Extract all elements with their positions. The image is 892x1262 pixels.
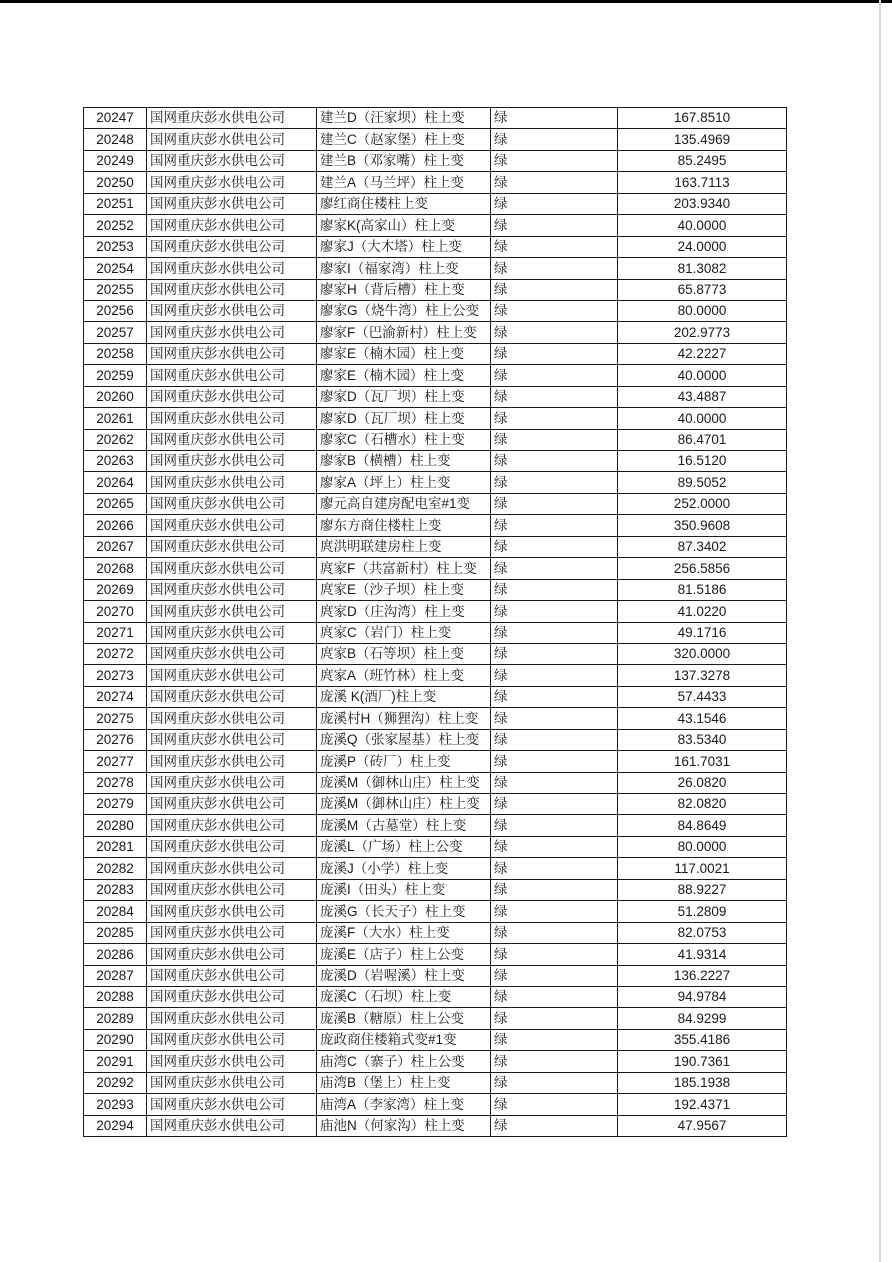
row-id-cell: 20262 bbox=[84, 429, 147, 450]
row-id-cell: 20252 bbox=[84, 215, 147, 236]
table-row bbox=[84, 794, 787, 815]
company-cell: 国网重庆彭水供电公司 bbox=[147, 258, 317, 279]
company-cell: 国网重庆彭水供电公司 bbox=[147, 343, 317, 364]
row-id-cell: 20282 bbox=[84, 858, 147, 879]
name-cell: 庞溪G（长天子）柱上变 bbox=[317, 901, 491, 922]
row-id-cell: 20273 bbox=[84, 665, 147, 686]
status-cell: 绿 bbox=[491, 236, 618, 257]
table-row bbox=[84, 300, 787, 321]
row-id-cell: 20278 bbox=[84, 772, 147, 793]
table-row bbox=[84, 579, 787, 600]
status-cell: 绿 bbox=[491, 794, 618, 815]
company-cell: 国网重庆彭水供电公司 bbox=[147, 150, 317, 171]
name-cell: 廖家F（巴渝新村）柱上变 bbox=[317, 322, 491, 343]
name-cell: 庹家B（石等坝）柱上变 bbox=[317, 643, 491, 664]
status-cell: 绿 bbox=[491, 108, 618, 129]
row-id-cell: 20247 bbox=[84, 108, 147, 129]
table-row bbox=[84, 558, 787, 579]
status-cell: 绿 bbox=[491, 365, 618, 386]
value-cell: 256.5856 bbox=[618, 558, 787, 579]
name-cell: 廖家G（烧牛湾）柱上公变 bbox=[317, 300, 491, 321]
company-cell: 国网重庆彭水供电公司 bbox=[147, 1115, 317, 1136]
transformer-table bbox=[83, 107, 787, 1137]
status-cell: 绿 bbox=[491, 815, 618, 836]
name-cell: 庞溪B（糖原）柱上公变 bbox=[317, 1008, 491, 1029]
name-cell: 庙池N（何家沟）柱上变 bbox=[317, 1115, 491, 1136]
company-cell: 国网重庆彭水供电公司 bbox=[147, 193, 317, 214]
name-cell: 庞溪C（石坝）柱上变 bbox=[317, 986, 491, 1007]
row-id-cell: 20286 bbox=[84, 944, 147, 965]
status-cell: 绿 bbox=[491, 729, 618, 750]
row-id-cell: 20260 bbox=[84, 386, 147, 407]
name-cell: 庞溪Q（张家屋基）柱上变 bbox=[317, 729, 491, 750]
table-body bbox=[84, 108, 787, 1137]
table-row bbox=[84, 601, 787, 622]
value-cell: 41.9314 bbox=[618, 944, 787, 965]
value-cell: 185.1938 bbox=[618, 1072, 787, 1093]
status-cell: 绿 bbox=[491, 515, 618, 536]
value-cell: 136.2227 bbox=[618, 965, 787, 986]
company-cell: 国网重庆彭水供电公司 bbox=[147, 451, 317, 472]
status-cell: 绿 bbox=[491, 922, 618, 943]
row-id-cell: 20283 bbox=[84, 879, 147, 900]
name-cell: 庞溪I（田头）柱上变 bbox=[317, 879, 491, 900]
name-cell: 庞政商住楼箱式变#1变 bbox=[317, 1029, 491, 1050]
company-cell: 国网重庆彭水供电公司 bbox=[147, 922, 317, 943]
status-cell: 绿 bbox=[491, 429, 618, 450]
value-cell: 161.7031 bbox=[618, 751, 787, 772]
value-cell: 135.4969 bbox=[618, 129, 787, 150]
row-id-cell: 20258 bbox=[84, 343, 147, 364]
status-cell: 绿 bbox=[491, 1072, 618, 1093]
value-cell: 49.1716 bbox=[618, 622, 787, 643]
row-id-cell: 20256 bbox=[84, 300, 147, 321]
table-row bbox=[84, 279, 787, 300]
status-cell: 绿 bbox=[491, 536, 618, 557]
value-cell: 88.9227 bbox=[618, 879, 787, 900]
row-id-cell: 20291 bbox=[84, 1051, 147, 1072]
table-row bbox=[84, 108, 787, 129]
table-row bbox=[84, 815, 787, 836]
name-cell: 建兰C（赵家堡）柱上变 bbox=[317, 129, 491, 150]
value-cell: 16.5120 bbox=[618, 451, 787, 472]
value-cell: 85.2495 bbox=[618, 150, 787, 171]
name-cell: 庹家A（班竹林）柱上变 bbox=[317, 665, 491, 686]
company-cell: 国网重庆彭水供电公司 bbox=[147, 815, 317, 836]
status-cell: 绿 bbox=[491, 579, 618, 600]
company-cell: 国网重庆彭水供电公司 bbox=[147, 1072, 317, 1093]
name-cell: 廖元高自建房配电室#1变 bbox=[317, 493, 491, 514]
row-id-cell: 20271 bbox=[84, 622, 147, 643]
value-cell: 26.0820 bbox=[618, 772, 787, 793]
company-cell: 国网重庆彭水供电公司 bbox=[147, 986, 317, 1007]
value-cell: 192.4371 bbox=[618, 1094, 787, 1115]
table-row bbox=[84, 665, 787, 686]
row-id-cell: 20277 bbox=[84, 751, 147, 772]
company-cell: 国网重庆彭水供电公司 bbox=[147, 794, 317, 815]
name-cell: 庞溪村H（狮狸沟）柱上变 bbox=[317, 708, 491, 729]
table-row bbox=[84, 836, 787, 857]
value-cell: 252.0000 bbox=[618, 493, 787, 514]
status-cell: 绿 bbox=[491, 279, 618, 300]
company-cell: 国网重庆彭水供电公司 bbox=[147, 279, 317, 300]
value-cell: 41.0220 bbox=[618, 601, 787, 622]
table-row bbox=[84, 729, 787, 750]
table-row bbox=[84, 1072, 787, 1093]
row-id-cell: 20255 bbox=[84, 279, 147, 300]
status-cell: 绿 bbox=[491, 836, 618, 857]
company-cell: 国网重庆彭水供电公司 bbox=[147, 129, 317, 150]
name-cell: 廖东方商住楼柱上变 bbox=[317, 515, 491, 536]
table-row bbox=[84, 1115, 787, 1136]
table-row bbox=[84, 708, 787, 729]
value-cell: 82.0820 bbox=[618, 794, 787, 815]
table-row bbox=[84, 922, 787, 943]
table-row bbox=[84, 1029, 787, 1050]
company-cell: 国网重庆彭水供电公司 bbox=[147, 665, 317, 686]
value-cell: 320.0000 bbox=[618, 643, 787, 664]
value-cell: 81.3082 bbox=[618, 258, 787, 279]
row-id-cell: 20261 bbox=[84, 408, 147, 429]
company-cell: 国网重庆彭水供电公司 bbox=[147, 515, 317, 536]
company-cell: 国网重庆彭水供电公司 bbox=[147, 236, 317, 257]
value-cell: 40.0000 bbox=[618, 215, 787, 236]
table-row bbox=[84, 622, 787, 643]
table-row bbox=[84, 408, 787, 429]
company-cell: 国网重庆彭水供电公司 bbox=[147, 365, 317, 386]
name-cell: 庞溪 K(酒厂)柱上变 bbox=[317, 686, 491, 707]
status-cell: 绿 bbox=[491, 408, 618, 429]
value-cell: 84.9299 bbox=[618, 1008, 787, 1029]
name-cell: 廖家C（石槽水）柱上变 bbox=[317, 429, 491, 450]
value-cell: 163.7113 bbox=[618, 172, 787, 193]
table-row bbox=[84, 1051, 787, 1072]
status-cell: 绿 bbox=[491, 386, 618, 407]
status-cell: 绿 bbox=[491, 1094, 618, 1115]
status-cell: 绿 bbox=[491, 643, 618, 664]
status-cell: 绿 bbox=[491, 1029, 618, 1050]
company-cell: 国网重庆彭水供电公司 bbox=[147, 772, 317, 793]
value-cell: 82.0753 bbox=[618, 922, 787, 943]
company-cell: 国网重庆彭水供电公司 bbox=[147, 579, 317, 600]
row-id-cell: 20275 bbox=[84, 708, 147, 729]
table-row bbox=[84, 215, 787, 236]
value-cell: 83.5340 bbox=[618, 729, 787, 750]
status-cell: 绿 bbox=[491, 343, 618, 364]
name-cell: 庞溪P（砖厂）柱上变 bbox=[317, 751, 491, 772]
table-row bbox=[84, 451, 787, 472]
row-id-cell: 20253 bbox=[84, 236, 147, 257]
row-id-cell: 20292 bbox=[84, 1072, 147, 1093]
company-cell: 国网重庆彭水供电公司 bbox=[147, 172, 317, 193]
value-cell: 117.0021 bbox=[618, 858, 787, 879]
name-cell: 廖家D（瓦厂坝）柱上变 bbox=[317, 386, 491, 407]
table-row bbox=[84, 879, 787, 900]
value-cell: 40.0000 bbox=[618, 408, 787, 429]
table-row bbox=[84, 343, 787, 364]
company-cell: 国网重庆彭水供电公司 bbox=[147, 386, 317, 407]
row-id-cell: 20288 bbox=[84, 986, 147, 1007]
name-cell: 庞溪M（御林山庄）柱上变 bbox=[317, 772, 491, 793]
table-row bbox=[84, 386, 787, 407]
value-cell: 47.9567 bbox=[618, 1115, 787, 1136]
status-cell: 绿 bbox=[491, 686, 618, 707]
status-cell: 绿 bbox=[491, 622, 618, 643]
name-cell: 庞溪F（大水）柱上变 bbox=[317, 922, 491, 943]
status-cell: 绿 bbox=[491, 858, 618, 879]
company-cell: 国网重庆彭水供电公司 bbox=[147, 108, 317, 129]
status-cell: 绿 bbox=[491, 215, 618, 236]
name-cell: 廖家E（楠木园）柱上变 bbox=[317, 365, 491, 386]
table-row bbox=[84, 643, 787, 664]
page-right-edge-line bbox=[879, 0, 881, 1262]
table-row bbox=[84, 150, 787, 171]
status-cell: 绿 bbox=[491, 944, 618, 965]
status-cell: 绿 bbox=[491, 300, 618, 321]
row-id-cell: 20266 bbox=[84, 515, 147, 536]
value-cell: 94.9784 bbox=[618, 986, 787, 1007]
status-cell: 绿 bbox=[491, 708, 618, 729]
company-cell: 国网重庆彭水供电公司 bbox=[147, 901, 317, 922]
status-cell: 绿 bbox=[491, 901, 618, 922]
page-top-border bbox=[0, 0, 892, 3]
table-row bbox=[84, 1094, 787, 1115]
value-cell: 24.0000 bbox=[618, 236, 787, 257]
status-cell: 绿 bbox=[491, 1051, 618, 1072]
company-cell: 国网重庆彭水供电公司 bbox=[147, 472, 317, 493]
company-cell: 国网重庆彭水供电公司 bbox=[147, 944, 317, 965]
name-cell: 庹家D（庄沟湾）柱上变 bbox=[317, 601, 491, 622]
row-id-cell: 20250 bbox=[84, 172, 147, 193]
row-id-cell: 20280 bbox=[84, 815, 147, 836]
value-cell: 57.4433 bbox=[618, 686, 787, 707]
name-cell: 廖家J（大木塔）柱上变 bbox=[317, 236, 491, 257]
name-cell: 建兰A（马兰坪）柱上变 bbox=[317, 172, 491, 193]
row-id-cell: 20272 bbox=[84, 643, 147, 664]
row-id-cell: 20281 bbox=[84, 836, 147, 857]
value-cell: 40.0000 bbox=[618, 365, 787, 386]
name-cell: 庹家E（沙子坝）柱上变 bbox=[317, 579, 491, 600]
table-row bbox=[84, 258, 787, 279]
value-cell: 80.0000 bbox=[618, 300, 787, 321]
table-row bbox=[84, 493, 787, 514]
table-row bbox=[84, 944, 787, 965]
row-id-cell: 20279 bbox=[84, 794, 147, 815]
name-cell: 庹家F（共富新村）柱上变 bbox=[317, 558, 491, 579]
table-row bbox=[84, 429, 787, 450]
company-cell: 国网重庆彭水供电公司 bbox=[147, 622, 317, 643]
row-id-cell: 20294 bbox=[84, 1115, 147, 1136]
name-cell: 廖家I（福家湾）柱上变 bbox=[317, 258, 491, 279]
row-id-cell: 20251 bbox=[84, 193, 147, 214]
table-row bbox=[84, 193, 787, 214]
name-cell: 庙湾A（李家湾）柱上变 bbox=[317, 1094, 491, 1115]
company-cell: 国网重庆彭水供电公司 bbox=[147, 965, 317, 986]
company-cell: 国网重庆彭水供电公司 bbox=[147, 322, 317, 343]
value-cell: 137.3278 bbox=[618, 665, 787, 686]
name-cell: 庞溪M（古墓堂）柱上变 bbox=[317, 815, 491, 836]
status-cell: 绿 bbox=[491, 772, 618, 793]
value-cell: 190.7361 bbox=[618, 1051, 787, 1072]
value-cell: 42.2227 bbox=[618, 343, 787, 364]
company-cell: 国网重庆彭水供电公司 bbox=[147, 601, 317, 622]
row-id-cell: 20274 bbox=[84, 686, 147, 707]
value-cell: 43.1546 bbox=[618, 708, 787, 729]
company-cell: 国网重庆彭水供电公司 bbox=[147, 1051, 317, 1072]
company-cell: 国网重庆彭水供电公司 bbox=[147, 879, 317, 900]
name-cell: 庹家C（岩门）柱上变 bbox=[317, 622, 491, 643]
table-row bbox=[84, 129, 787, 150]
company-cell: 国网重庆彭水供电公司 bbox=[147, 1008, 317, 1029]
row-id-cell: 20254 bbox=[84, 258, 147, 279]
name-cell: 廖家K(高家山）柱上变 bbox=[317, 215, 491, 236]
name-cell: 庞溪E（店子）柱上公变 bbox=[317, 944, 491, 965]
status-cell: 绿 bbox=[491, 665, 618, 686]
name-cell: 庞溪D（岩喔溪）柱上变 bbox=[317, 965, 491, 986]
name-cell: 廖家B（横槽）柱上变 bbox=[317, 451, 491, 472]
status-cell: 绿 bbox=[491, 451, 618, 472]
row-id-cell: 20268 bbox=[84, 558, 147, 579]
value-cell: 43.4887 bbox=[618, 386, 787, 407]
value-cell: 167.8510 bbox=[618, 108, 787, 129]
row-id-cell: 20289 bbox=[84, 1008, 147, 1029]
name-cell: 庹洪明联建房柱上变 bbox=[317, 536, 491, 557]
table-row bbox=[84, 322, 787, 343]
status-cell: 绿 bbox=[491, 1115, 618, 1136]
table-row bbox=[84, 965, 787, 986]
name-cell: 廖家D（瓦厂坝）柱上变 bbox=[317, 408, 491, 429]
status-cell: 绿 bbox=[491, 493, 618, 514]
value-cell: 350.9608 bbox=[618, 515, 787, 536]
status-cell: 绿 bbox=[491, 322, 618, 343]
name-cell: 庙湾B（堡上）柱上变 bbox=[317, 1072, 491, 1093]
status-cell: 绿 bbox=[491, 472, 618, 493]
row-id-cell: 20257 bbox=[84, 322, 147, 343]
status-cell: 绿 bbox=[491, 129, 618, 150]
status-cell: 绿 bbox=[491, 258, 618, 279]
value-cell: 202.9773 bbox=[618, 322, 787, 343]
status-cell: 绿 bbox=[491, 601, 618, 622]
company-cell: 国网重庆彭水供电公司 bbox=[147, 1029, 317, 1050]
row-id-cell: 20267 bbox=[84, 536, 147, 557]
table-row bbox=[84, 772, 787, 793]
table-row bbox=[84, 236, 787, 257]
table-row bbox=[84, 472, 787, 493]
name-cell: 廖家H（背后槽）柱上变 bbox=[317, 279, 491, 300]
table-row bbox=[84, 172, 787, 193]
table-row bbox=[84, 858, 787, 879]
row-id-cell: 20248 bbox=[84, 129, 147, 150]
status-cell: 绿 bbox=[491, 1008, 618, 1029]
value-cell: 87.3402 bbox=[618, 536, 787, 557]
company-cell: 国网重庆彭水供电公司 bbox=[147, 686, 317, 707]
company-cell: 国网重庆彭水供电公司 bbox=[147, 751, 317, 772]
name-cell: 建兰D（汪家坝）柱上变 bbox=[317, 108, 491, 129]
row-id-cell: 20264 bbox=[84, 472, 147, 493]
name-cell: 庞溪J（小学）柱上变 bbox=[317, 858, 491, 879]
company-cell: 国网重庆彭水供电公司 bbox=[147, 729, 317, 750]
value-cell: 203.9340 bbox=[618, 193, 787, 214]
company-cell: 国网重庆彭水供电公司 bbox=[147, 493, 317, 514]
row-id-cell: 20249 bbox=[84, 150, 147, 171]
company-cell: 国网重庆彭水供电公司 bbox=[147, 408, 317, 429]
table-row bbox=[84, 686, 787, 707]
table-row bbox=[84, 365, 787, 386]
company-cell: 国网重庆彭水供电公司 bbox=[147, 643, 317, 664]
value-cell: 65.8773 bbox=[618, 279, 787, 300]
status-cell: 绿 bbox=[491, 558, 618, 579]
value-cell: 355.4186 bbox=[618, 1029, 787, 1050]
table-row bbox=[84, 1008, 787, 1029]
company-cell: 国网重庆彭水供电公司 bbox=[147, 708, 317, 729]
name-cell: 庞溪M（御林山庄）柱上变 bbox=[317, 794, 491, 815]
name-cell: 庙湾C（寨子）柱上公变 bbox=[317, 1051, 491, 1072]
status-cell: 绿 bbox=[491, 193, 618, 214]
table-row bbox=[84, 515, 787, 536]
row-id-cell: 20276 bbox=[84, 729, 147, 750]
row-id-cell: 20265 bbox=[84, 493, 147, 514]
status-cell: 绿 bbox=[491, 965, 618, 986]
row-id-cell: 20270 bbox=[84, 601, 147, 622]
name-cell: 庞溪L（广场）柱上公变 bbox=[317, 836, 491, 857]
value-cell: 89.5052 bbox=[618, 472, 787, 493]
row-id-cell: 20285 bbox=[84, 922, 147, 943]
row-id-cell: 20269 bbox=[84, 579, 147, 600]
status-cell: 绿 bbox=[491, 879, 618, 900]
table-row bbox=[84, 986, 787, 1007]
status-cell: 绿 bbox=[491, 751, 618, 772]
row-id-cell: 20293 bbox=[84, 1094, 147, 1115]
table-row bbox=[84, 536, 787, 557]
company-cell: 国网重庆彭水供电公司 bbox=[147, 558, 317, 579]
value-cell: 86.4701 bbox=[618, 429, 787, 450]
row-id-cell: 20290 bbox=[84, 1029, 147, 1050]
value-cell: 51.2809 bbox=[618, 901, 787, 922]
company-cell: 国网重庆彭水供电公司 bbox=[147, 429, 317, 450]
table-row bbox=[84, 901, 787, 922]
status-cell: 绿 bbox=[491, 172, 618, 193]
name-cell: 廖家E（楠木园）柱上变 bbox=[317, 343, 491, 364]
value-cell: 80.0000 bbox=[618, 836, 787, 857]
value-cell: 81.5186 bbox=[618, 579, 787, 600]
company-cell: 国网重庆彭水供电公司 bbox=[147, 215, 317, 236]
value-cell: 84.8649 bbox=[618, 815, 787, 836]
company-cell: 国网重庆彭水供电公司 bbox=[147, 300, 317, 321]
row-id-cell: 20284 bbox=[84, 901, 147, 922]
company-cell: 国网重庆彭水供电公司 bbox=[147, 836, 317, 857]
row-id-cell: 20287 bbox=[84, 965, 147, 986]
company-cell: 国网重庆彭水供电公司 bbox=[147, 536, 317, 557]
status-cell: 绿 bbox=[491, 150, 618, 171]
name-cell: 廖家A（坪上）柱上变 bbox=[317, 472, 491, 493]
name-cell: 建兰B（邓家嘴）柱上变 bbox=[317, 150, 491, 171]
status-cell: 绿 bbox=[491, 986, 618, 1007]
name-cell: 廖红商住楼柱上变 bbox=[317, 193, 491, 214]
table-row bbox=[84, 751, 787, 772]
company-cell: 国网重庆彭水供电公司 bbox=[147, 1094, 317, 1115]
company-cell: 国网重庆彭水供电公司 bbox=[147, 858, 317, 879]
row-id-cell: 20263 bbox=[84, 451, 147, 472]
row-id-cell: 20259 bbox=[84, 365, 147, 386]
